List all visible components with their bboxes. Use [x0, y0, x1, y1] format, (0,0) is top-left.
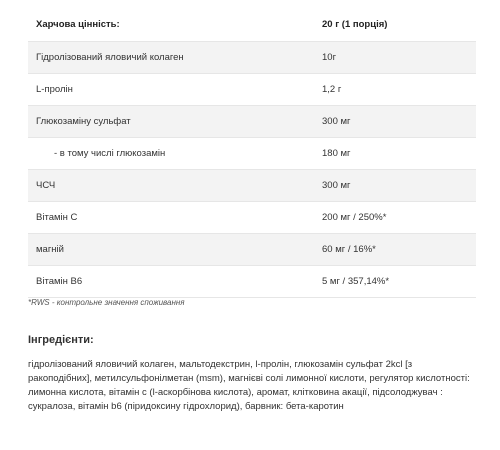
row-label: L-пролін — [28, 74, 322, 106]
row-label: ЧСЧ — [28, 170, 322, 202]
nutrition-header-value: 20 г (1 порція) — [322, 8, 476, 42]
nutrition-table — [28, 8, 476, 298]
row-value: 1,2 г — [322, 74, 476, 106]
row-label: Глюкозаміну сульфат — [28, 106, 322, 138]
row-label: Вітамін В6 — [28, 266, 322, 298]
table-row — [28, 170, 476, 202]
table-row — [28, 234, 476, 266]
row-value: 300 мг — [322, 170, 476, 202]
table-row — [28, 42, 476, 74]
row-value: 5 мг / 357,14%* — [322, 266, 476, 298]
table-row — [28, 138, 476, 170]
ingredients-title: Інгредієнти: — [28, 334, 94, 346]
table-row — [28, 106, 476, 138]
ingredients-text: гідролізований яловичий колаген, мальтодекстрин, l-пролін, глюкозамін сульфат 2kcl [з ракоподібних], метилсульфонілметан (msm), магнієві солі лимонної кислоти, регулятор кислотності: лимонна кислота, вітамін с (l-аскорбінова кислота), аромат, клітковина акації, підсолоджувач : сукралоза, вітамін b6 (піридоксину гідрохлорид), барвник: бета-каротин — [28, 359, 470, 412]
table-row — [28, 74, 476, 106]
row-value: 60 мг / 16%* — [322, 234, 476, 266]
table-row — [28, 266, 476, 298]
row-value: 180 мг — [322, 138, 476, 170]
row-value: 200 мг / 250%* — [322, 202, 476, 234]
row-value: 10г — [322, 42, 476, 74]
row-label: - в тому числі глюкозамін — [28, 138, 322, 170]
nutrition-header-row — [28, 8, 476, 42]
row-label: Гідролізований яловичий колаген — [28, 42, 322, 74]
footnote: *RWS - контрольне значення споживання — [28, 298, 185, 307]
row-label: Вітамін С — [28, 202, 322, 234]
row-value: 300 мг — [322, 106, 476, 138]
row-label: магній — [28, 234, 322, 266]
nutrition-header-label: Харчова цінність: — [28, 8, 322, 42]
table-row — [28, 202, 476, 234]
